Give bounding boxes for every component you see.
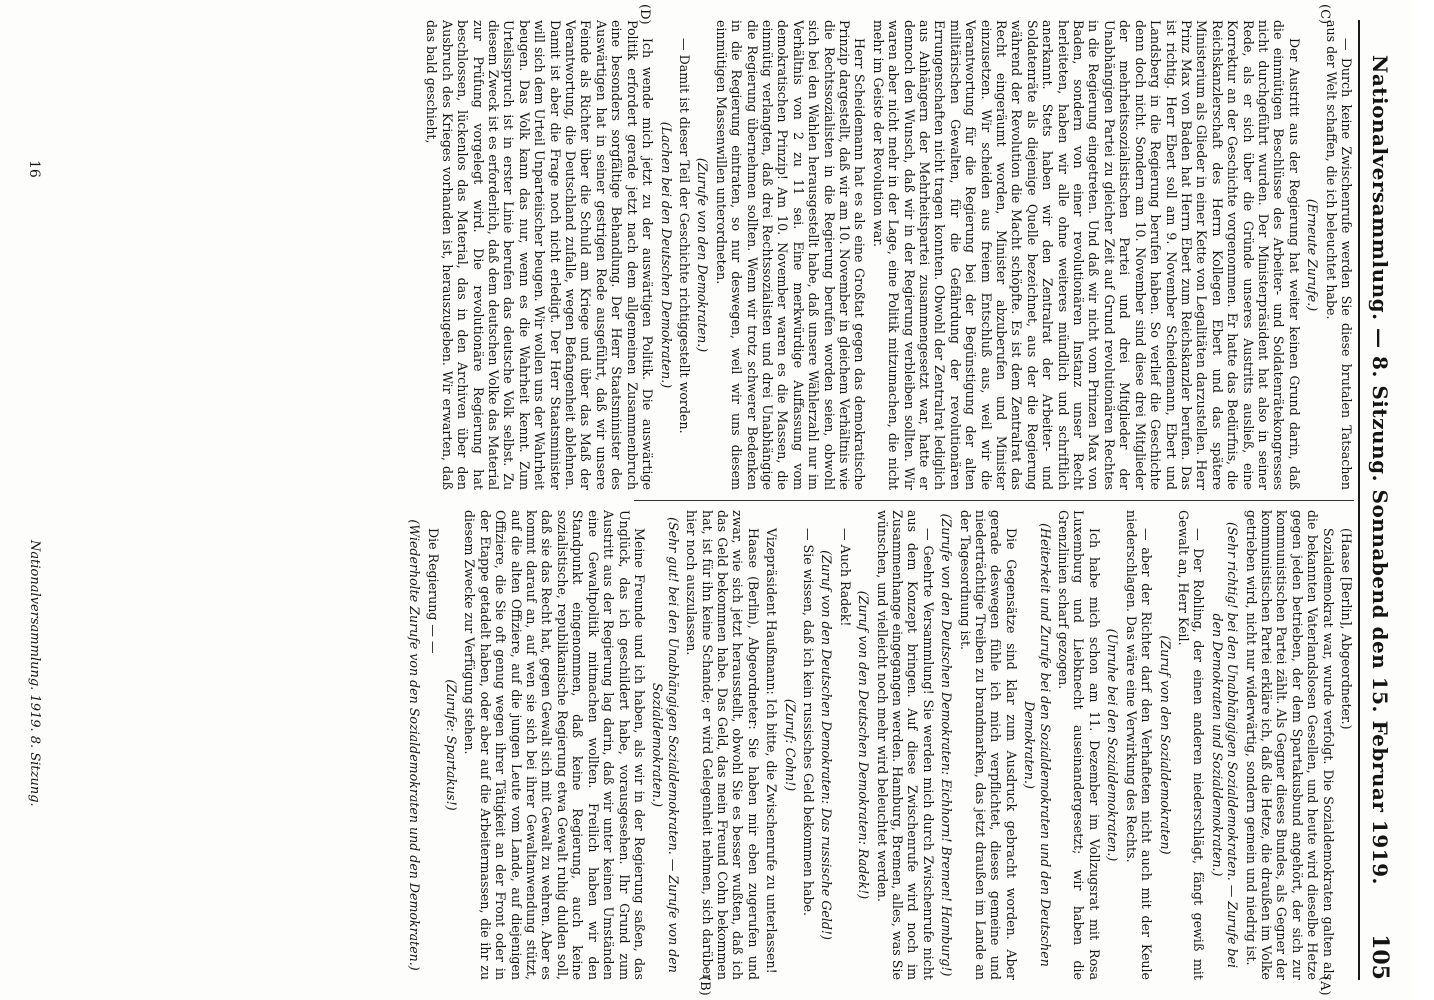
interjection-text: (Zurufe: Spartakus!) (444, 679, 460, 811)
paragraph-text: — Geehrte Versammlung! Sie werden mich durch Zwischenrufe nicht aus dem Konzept bringen. Auf diese Zwischenrufe wird noch im Zusammenhange eingegangen werden. Hamburg, Bremen, alles, was Sie wünschen, und vielleicht noch mehr wird beleuchtet werden. (874, 510, 936, 980)
margin-mark-b: (B) (697, 976, 712, 996)
interjection-text: (Erneute Zurufe.) (1305, 198, 1321, 312)
paragraph-text: (Haase [Berlin], Abgeordneter.) (1339, 528, 1354, 730)
paragraph-text: Die Regierung — — (425, 528, 441, 654)
paragraph-text: — Auch Radek! (837, 528, 853, 627)
interjection-text: (Zuruf von den Deutschen Demokraten: Das russische Geld!) (819, 550, 835, 940)
interjection-text: (Zuruf von den Sozialdemokraten) (1157, 635, 1173, 855)
interjection-text: (Zuruf: Cohn!) (782, 698, 798, 792)
interjection-text: (Sehr richtig! bei den Unabhängigen Sozialdemokraten. — Zurufe bei den Demokraten und Sozialdemokraten.) (1209, 522, 1241, 968)
interjection-text: (Lachen bei den Deutschen Demokraten.) (658, 121, 674, 389)
paragraph-text: Meine Freunde und ich haben, als wir in der Regierung saßen, das Unglück, das ich geschildert habe, vorausgesehen. Ihr Grund zum Austritt aus der Regierung lag darin, daß wir unter keinen Umständen eine Gewaltpolitik mitmachen wollten. Freilich haben wir den Standpunkt eingenommen, daß keine Regierung, auch keine sozialistische, republikanische Regierung etwa Gewalt ruhig dulden soll, daß sie das Recht hat, gegen Gewalt sich mit Gewalt zu wehren. Aber es kommt darauf an, auf wen sie sich bei ihrer Gewaltanwendung stützt, auf die alten Offiziere, auf die jungen Leute vom Lande, auf diejenigen Offiziere, die Sie oft genug wegen ihrer Tätigkeit an der Front oder in der Etappe getadelt haben, oder aber auf die Arbeitermassen, die ihr zu diesem Zwecke zur Verfügung stehen. (462, 510, 647, 980)
paragraph-text: Der Austritt aus der Regierung hat weiter keinen Grund darin, daß die einmütigen Beschlüsse des Arbeiter- und Soldatenrätekongresses nicht durchgeführt wurden. Der Ministerpräsident hat also in seiner Rede, als er sich über die Gründe unseres Austritts ausließ, eine Korrektur an der Geschichte vorgenommen. Er hatte das Bedürfnis, die Reichskanzlerschaft des Herrn Kollegen Ebert und das spätere Ministerium als Glieder in einer Kette von Legalitäten darzustellen. Herr Prinz Max von Baden hat Herrn Ebert zum Reichskanzler berufen. Das ist richtig. Herr Ebert soll am 9. November Scheidemann, Ebert und Landsberg in die Regierung berufen haben. So verlief die Geschichte denn doch nicht. Sondern am 10. November sind diese drei Mitglieder der mehrheitssozialistischen Partei und drei Mitglieder der Unabhängigen Partei zu gleicher Zeit auf Grund revolutionären Rechtes in die Regierung eingetreten. Und daß wir nicht vom Prinzen Max von Baden, sondern von einer revolutionären Instanz unser Recht herleiteten, haben wir alle ohne weiteres mündlich und schriftlich anerkannt. Stets haben wir den Zentralrat der Arbeiter- und Soldatenräte als diejenige Quelle bezeichnet, aus der die Regierung während der Revolution die Macht schöpfte. Es ist dem Zentralrat das Recht eingeräumt worden, Minister abzuberufen und Minister einzusetzen. Wir scheiden aus freiem Entschluß aus, weil wir die Verantwortung für die Regierung bei der Begünstigung der alten militärischen Gewalten, für die Gefährdung der revolutionären Errungenschaften nicht tragen konnten. Obwohl der Zentralrat lediglich aus Anhängern der Mehrheitspartei zusammengesetzt war, hatte er dennoch den Wunsch, daß wir in der Regierung verbleiben sollten. Wir waren aber nicht mehr in der Lage, eine Politik mitzumachen, die nicht mehr im Geiste der Revolution war. (870, 20, 1302, 490)
column-left (54, 510, 1354, 980)
page-number: 105 (1367, 934, 1393, 980)
paragraph-text: Die Gegensätze sind klar zum Ausdruck gebracht worden. Aber gerade deswegen fühle ich mich verpflichtet, dieses gemeine und niederträchtige Treiben zu brandmarken, das jetzt draußen im Lande an der Tagesordnung ist. (957, 510, 1019, 980)
paragraph-text: — Durch keine Zwischenrufe werden Sie diese brutalen Tatsachen aus der Welt schaffen, die ich beleuchtet habe. (1323, 20, 1354, 490)
margin-mark-a: (A) (1317, 976, 1332, 996)
paragraph-text: Vizepräsident Haußmann: Ich bitte, die Zwischenrufe zu unterlassen! (764, 528, 780, 974)
paragraph-text: — Der Rohling, der einen anderen niederschlägt, fängt gewiß mit Gewalt an, Herr Keil. (1175, 510, 1207, 980)
page-footer-title: Nationalversammlung. 1919. 8. Sitzung. (27, 540, 42, 807)
column-divider (634, 500, 1354, 501)
interjection-text: (Wiederholte Zurufe von den Sozialdemokraten und den Demokraten.) (407, 519, 423, 971)
page-header-title: Nationalversammlung. — 8. Sitzung. Sonnabend den 15. Februar 1919. (1368, 55, 1392, 885)
interjection-text: (Zurufe von den Demokraten.) (695, 157, 711, 353)
paragraph-text: — Damit ist dieser Teil der Geschichte richtiggestellt worden. (676, 38, 692, 434)
column-right (54, 20, 1354, 490)
margin-mark-d: (D) (637, 4, 652, 25)
paragraph-text: Sozialdemokrat war, wurde verfolgt. Die Sozialdemokraten galten als die bekannten Vaterlandslosen Gesellen, und heute wird dieselbe Hetze gegen jeden betrieben, der dem Spartakusbund angehört, der sich zur kommunistischen Partei zählt. Als Gegner dieses Bundes, als Gegner der kommunistischen Partei erkläre ich, daß die Hetze, die draußen im Volke getrieben wird, nicht nur widerwärtig, sondern gemein und niedrig ist. (1243, 510, 1336, 980)
paragraph-text: Herr Scheidemann hat es als eine Großtat gegen das demokratische Prinzip dargestellt, daß wir am 10. November in gleichem Verhältnis wie die Rechtssozialisten in die Regierung berufen worden seien, obwohl sich bei den Wahlen herausgestellt habe, daß unsere Wählerzahl nur im Verhältnis von 2 zu 11 sei. Eine merkwürdige Auffassung vom demokratischen Prinzip! Am 10. November waren es die Massen, die einmütig verlangten, daß drei Rechtssozialisten und drei Unabhängige die Regierung übernehmen sollten. Wenn wir trotz schwerer Bedenken in die Regierung eintraten, so nur deswegen, weil wir uns diesem einmütigen Massenwillen unterordneten. (713, 20, 868, 490)
interjection-text: (Zuruf von den Deutschen Demokraten: Radek!) (856, 590, 872, 900)
paragraph-text: — Sie wissen, daß ich kein russisches Geld bekommen habe. (801, 528, 816, 916)
interjection-text: (Heiterkeit und Zurufe bei den Sozialdemokraten und den Deutschen Demokraten.) (1022, 523, 1053, 967)
paragraph-text: — aber der Richter darf den Verhafteten nicht auch mit der Keule niederschlagen. Das wäre eine Verwirkung des Rechts. (1123, 510, 1155, 980)
page-footer-number: 16 (26, 160, 42, 178)
interjection-text: (Unruhe bei den Sozialdemokraten.) (1105, 628, 1121, 862)
paragraph-text: Ich wende mich jetzt zu der auswärtigen Politik. Die auswärtige Politik erfordert gerade jetzt nach dem allgemeinen Zusammenbruch eine besonders sorgfältige Behandlung. Der Herr Staatsminister des Auswärtigen hat in seiner gestrigen Rede ausgeführt, daß wir unsere Feinde als Richter über die Schuld am Kriege und über das Maß der Verantwortung, die Deutschland zufalle, wegen Befangenheit ablehnen. Damit ist aber die Frage noch nicht erledigt. Der Herr Staatsminister will sich dem Urteil Unparteiischer beugen. Wir wollen uns der Wahrheit beugen. Das Volk kann das nur, wenn es die Wahrheit kennt. Zum Urteilsspruch ist in erster Linie berufen das deutsche Volk selbst. Zu diesem Zweck ist es erforderlich, daß dem deutschen Volke das Material zur Prüfung vorgelegt wird. Die revolutionäre Regierung hat beschlossen, lückenlos das Material, das in den Archiven über den Ausbruch des Krieges vorhanden ist, herauszugeben. Wir erwarten, daß das bald geschieht, (424, 20, 656, 490)
page-header (1358, 20, 1400, 980)
paragraph-text: Ich habe mich schon am 11. Dezember im Vollzugsrat mit Rosa Luxemburg und Liebknecht auseinandergesetzt; wir haben die Grenzlinien scharf gezogen. (1056, 510, 1102, 980)
margin-mark-c: (C) (1317, 4, 1332, 25)
interjection-text: (Sehr gut! bei den Unabhängigen Sozialdemokraten. — Zurufe von den Sozialdemokraten.) (650, 517, 681, 973)
interjection-text: (Zurufe von den Deutschen Demokraten: Eichhorn! Bremen! Hamburg!) (939, 513, 955, 977)
paragraph-text: Haase (Berlin), Abgeordneter: Sie haben mir eben zugerufen und zwar, wie sich jetzt herausstellt, obwohl Sie es besser wußten, daß ich das Geld bekommen habe. Das Geld, das mein Freund Cohn bekommen hat, ist für ihn keine Schande; er wird Gelegenheit nehmen, sich darüber hier noch auszulassen. (684, 510, 761, 980)
